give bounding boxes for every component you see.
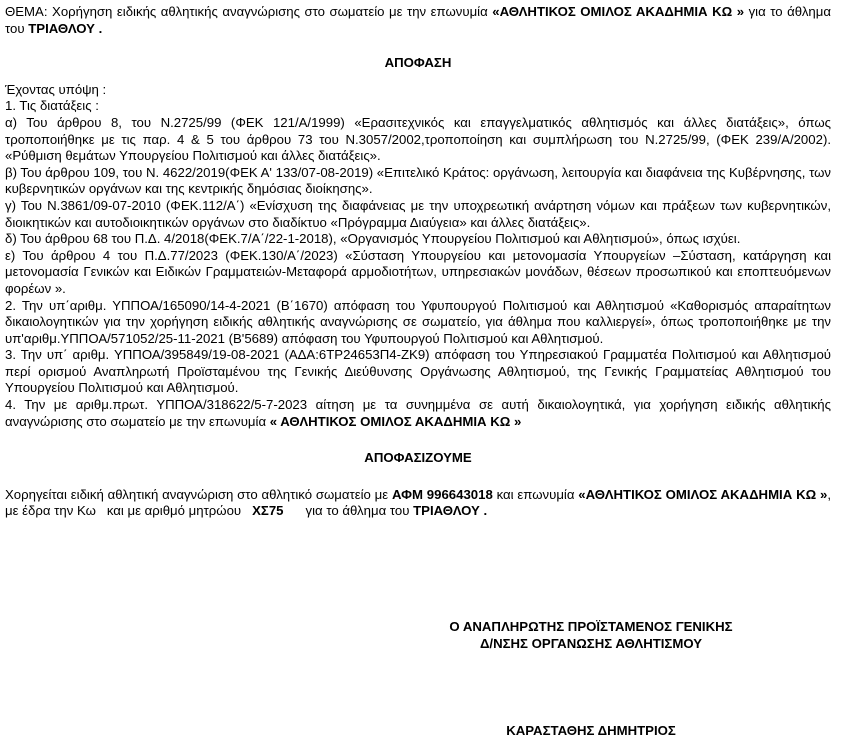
subject-sport: ΤΡΙΑΘΛΟΥ . [28, 20, 103, 36]
decide-heading: ΑΠΟΦΑΣΙΖΟΥΜΕ [364, 450, 472, 466]
signature-line-1: Ο ΑΝΑΠΛΗΡΩΤΗΣ ΠΡΟΪΣΤΑΜΕΝΟΣ ΓΕΝΙΚΗΣ [449, 619, 733, 634]
grant-t3: , με έδρα την Κω και με αριθμό μητρώου [5, 486, 835, 519]
point-4 [5, 397, 831, 430]
grant-registry: ΧΣ75 [252, 503, 284, 519]
decision-heading: ΑΠΟΦΑΣΗ [384, 55, 452, 71]
grant-t4: για το άθλημα του [283, 503, 414, 519]
grant-t2: και επωνυμία [492, 486, 579, 502]
grant-club: «ΑΘΛΗΤΙΚΟΣ ΟΜΙΛΟΣ ΑΚΑΔΗΜΙΑ ΚΩ » [578, 486, 828, 502]
grant-afm: ΑΦΜ 996643018 [391, 486, 493, 502]
provision-e: ε) Του άρθρου 4 του Π.Δ.77/2023 (ΦΕΚ.130/Α΄/2023) «Σύσταση Υπουργείου και μετονομασία Υπουργείων –Σύσταση, κατάργηση και μετονομασία Γενικών και Ειδικών Γραμματειών-Μεταφορά αρμοδιοτήτων, υπηρεσιακών μονάδων, θέσεων προσωπικού και εποπτευόμενων φορέων ». [5, 247, 831, 296]
grant-paragraph [5, 486, 835, 520]
document-body [5, 4, 835, 520]
provision-d: δ) Του άρθρου 68 του Π.Δ. 4/2018(ΦΕΚ.7/Α΄/22-1-2018), «Οργανισμός Υπουργείου Πολιτισμού και Αθλητισμού», όπως ισχύει. [5, 231, 741, 247]
subject-middle: για το άθλημα του [5, 4, 831, 36]
considering-line: Έχοντας υπόψη : [5, 81, 107, 97]
provision-a: α) Του άρθρου 8, του Ν.2725/99 (ΦΕΚ 121/Α/1999) «Ερασιτεχνικός και επαγγελματικός αθλητισμός και άλλες διατάξεις», όπως τροποποιήθηκε με τις παρ. 4 & 5 του άρθρου 73 του Ν.3057/2002,τροποποίηση και συμπλήρωση του Ν.2725/99, (ΦΕΚ 239/Α/2002). «Ρύθμιση θεμάτων Υπουργείου Πολιτισμού και άλλες διατάξεις». [5, 114, 831, 164]
signature-line-2: Δ/ΝΣΗΣ ΟΡΓΑΝΩΣΗΣ ΑΘΛΗΤΙΣΜΟΥ [479, 635, 703, 651]
provisions-line: 1. Τις διατάξεις : [5, 98, 99, 114]
point-4-text: 4. Την με αριθμ.πρωτ. ΥΠΠΟΑ/318622/5-7-2023 αίτηση με τα συνημμένα σε αυτή δικαιολογητικά, για χορήγηση ειδικής αθλητικής αναγνώρισης στο σωματείο με την επωνυμία [5, 397, 831, 429]
subject-line [5, 4, 831, 37]
point-2: 2. Την υπ΄αριθμ. ΥΠΠΟΑ/165090/14-4-2021 (Β΄1670) απόφαση του Υφυπουργού Πολιτισμού και Αθλητισμού «Καθορισμός απαραίτητων δικαιολογητικών για την χορήγηση ειδικής αθλητικής αναγνώρισης σε σωματείο, για άθλημα που καλλιεργεί», όπως τροποποιήθηκε με την υπ'αριθμ.ΥΠΠΟΑ/571052/25-11-2021 (Β'5689) απόφαση του Υφυπουργού Πολιτισμού και Αθλητισμού. [5, 297, 831, 346]
signature-title [0, 619, 843, 652]
subject-club: «ΑΘΛΗΤΙΚΟΣ ΟΜΙΛΟΣ ΑΚΑΔΗΜΙΑ ΚΩ » [492, 4, 745, 19]
grant-sport: ΤΡΙΑΘΛΟΥ . [413, 503, 488, 519]
subject-prefix: ΘΕΜΑ: Χορήγηση ειδικής αθλητικής αναγνώρισης στο σωματείο με την επωνυμία [5, 4, 493, 19]
signature-name-block [0, 723, 843, 740]
point-4-club: « ΑΘΛΗΤΙΚΟΣ ΟΜΙΛΟΣ ΑΚΑΔΗΜΙΑ ΚΩ » [269, 413, 522, 429]
signatory-name: ΚΑΡΑΣΤΑΘΗΣ ΔΗΜΗΤΡΙΟΣ [506, 723, 676, 738]
provision-b: β) Του άρθρου 109, του Ν. 4622/2019(ΦΕΚ Α' 133/07-08-2019) «Επιτελικό Κράτος: οργάνωση, λειτουργία και διαφάνεια της Κυβέρνησης, των κυβερνητικών οργάνων και της κεντρικής δημόσιας διοίκησης». [5, 164, 831, 197]
point-3: 3. Την υπ΄ αριθμ. ΥΠΠΟΑ/395849/19-08-2021 (ΑΔΑ:6ΤΡ24653Π4-ΖΚ9) απόφαση του Υπηρεσιακού Γραμματέα Πολιτισμού και Αθλητισμού περί ορισμού Αναπληρωτή Προϊσταμένου της Γενικής Διεύθυνσης Οργάνωσης Αθλητισμού, της Γενικής Γραμματείας Αθλητισμού του Υπουργείου Πολιτισμού και Αθλητισμού. [5, 347, 831, 396]
grant-t1: Χορηγείται ειδική αθλητική αναγνώριση στο αθλητικό σωματείο με [5, 486, 392, 502]
provision-c: γ) Του Ν.3861/09-07-2010 (ΦΕΚ.112/Α΄) «Ενίσχυση της διαφάνειας με την υποχρεωτική ανάρτηση νόμων και πράξεων των κυβερνητικών, διοικητικών και αυτοδιοικητικών οργάνων στο διαδίκτυο «Πρόγραμμα Διαύγεια» και άλλες διατάξεις». [5, 197, 831, 230]
